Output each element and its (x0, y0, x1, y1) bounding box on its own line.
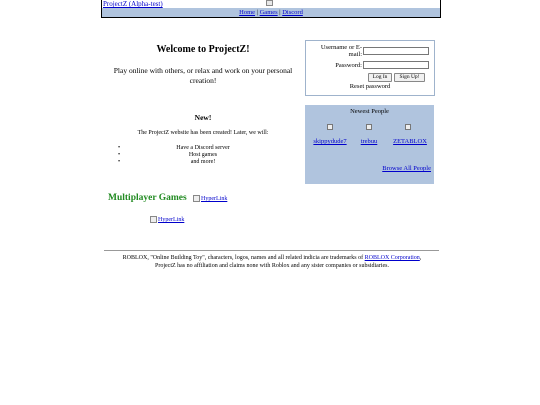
user-link[interactable]: skippydude7 (313, 138, 347, 145)
multiplayer-games-title: Multiplayer Games (108, 193, 187, 203)
welcome-text: Play online with others, or relax and work on your personal creation! (113, 66, 293, 85)
nav-bar (102, 8, 440, 17)
footer-disclaimer (118, 254, 426, 270)
user-avatar-icon[interactable] (365, 123, 372, 130)
list-item: • Host games (104, 152, 302, 159)
site-title-link[interactable]: ProjectZ (Alpha-test) (103, 0, 163, 8)
logo-image-icon (265, 0, 274, 7)
nav-games-link[interactable]: Games (259, 9, 278, 16)
newest-people-title: Newest People (350, 108, 389, 115)
broken-image-icon (193, 195, 200, 202)
header-bar (101, 0, 441, 18)
login-box (305, 40, 435, 96)
footer-text-start: ROBLOX, "Online Building Toy", characters, logos, names and all related indicia are trademarks of (122, 255, 365, 261)
games-hyperlink[interactable] (193, 195, 227, 202)
nav-separator: | (277, 9, 283, 16)
hyperlink-text[interactable]: HyperLink (158, 216, 185, 223)
roblox-corporation-link[interactable]: ROBLOX Corporation (364, 255, 420, 261)
password-input[interactable] (363, 61, 429, 69)
username-label: Username or E-mail: (320, 44, 362, 58)
news-list (104, 145, 302, 166)
nav-discord-link[interactable]: Discord (282, 9, 303, 16)
nav-home-link[interactable]: Home (239, 9, 256, 16)
user-avatar-icon[interactable] (326, 123, 333, 130)
username-input[interactable] (363, 47, 429, 55)
games-hyperlink-2[interactable] (150, 216, 184, 223)
browse-all-people-link[interactable]: Browse All People (382, 165, 431, 172)
user-link[interactable]: ZETABLOX (393, 138, 427, 145)
login-button[interactable]: Log In (368, 73, 392, 82)
list-item: • and more! (104, 159, 302, 166)
reset-password-link[interactable]: Reset password (349, 83, 391, 90)
news-title: New! (194, 113, 212, 122)
welcome-title: Welcome to ProjectZ! (156, 44, 250, 55)
user-link[interactable]: trebuu (360, 138, 378, 145)
footer-text-end: , ProjectZ has no affiliation and claims none with Roblox and any sister companies or subsidiaries. (154, 255, 422, 269)
newest-people-box (305, 105, 434, 184)
user-avatar-icon[interactable] (404, 123, 411, 130)
broken-image-icon (150, 216, 157, 223)
hyperlink-text[interactable]: HyperLink (201, 195, 228, 202)
news-intro: The ProjectZ website has been created! Later, we will: (137, 130, 269, 136)
list-item: • Have a Discord server (104, 145, 302, 152)
signup-button[interactable]: Sign Up! (394, 73, 425, 82)
footer-divider (104, 250, 439, 251)
nav-separator: | (255, 9, 260, 16)
password-label: Password: (335, 62, 362, 69)
